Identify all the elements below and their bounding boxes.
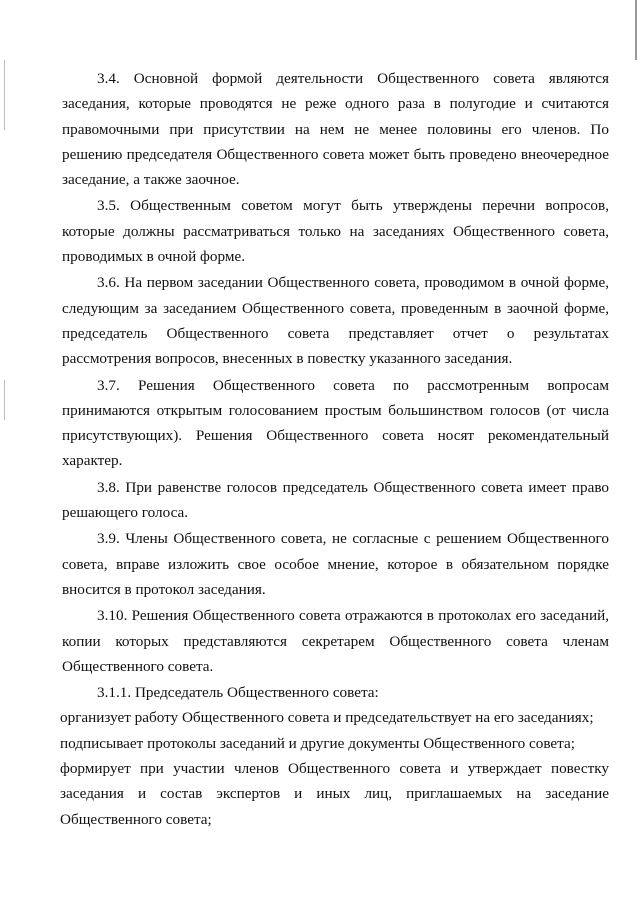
paragraph-3-10: 3.10. Решения Общественного совета отражаются в протоколах его заседаний, копии которых представляются секретарем Общественного совета членам Общественного совета. [62, 607, 609, 675]
list-item-signs: подписывает протоколы заседаний и другие документы Общественного совета; [60, 734, 575, 752]
paragraph-3-6: 3.6. На первом заседании Общественного совета, проводимом в очной форме, следующим за заседанием Общественного совета, проведенным в заочной форме, председатель Общественного совета представляет отчет о результатах рассмотрения вопросов, внесенных в повестку указанного заседания. [62, 274, 609, 368]
paragraph-3-5: 3.5. Общественным советом могут быть утверждены перечни вопросов, которые должны рассматриваться только на заседаниях Общественного совета, проводимых в очной форме. [62, 197, 609, 266]
scan-edge-mark [4, 380, 5, 420]
paragraph-3-1-1: 3.1.1. Председатель Общественного совета: [97, 684, 379, 702]
list-item-organizes: организует работу Общественного совета и председательствует на его заседаниях; [60, 709, 594, 727]
scan-edge-mark [635, 0, 637, 60]
paragraph-3-8: 3.8. При равенстве голосов председатель Общественного совета имеет право решающего голоса. [62, 478, 609, 522]
list-item-forms-agenda: формирует при участии членов Общественного совета и утверждает повестку заседания и состав экспертов и иных лиц, приглашаемых на заседание Общественного совета; [60, 760, 609, 828]
paragraph-3-4: 3.4. Основной формой деятельности Общественного совета являются заседания, которые проводятся не реже одного раза в полугодие и считаются правомочными при присутствии на нем не менее половины его членов. По решению председателя Общественного совета может быть проведено внеочередное заседание, а также заочное. [62, 70, 609, 189]
document-body [62, 66, 609, 832]
scan-edge-mark [4, 60, 5, 130]
paragraph-3-9: 3.9. Члены Общественного совета, не согласные с решением Общественного совета, вправе изложить свое особое мнение, которое в обязательном порядке вносится в протокол заседания. [62, 530, 609, 598]
paragraph-3-7: 3.7. Решения Общественного совета по рассмотренным вопросам принимаются открытым голосованием простым большинством голосов (от числа присутствующих). Решения Общественного совета носят рекомендательный характер. [62, 376, 609, 470]
